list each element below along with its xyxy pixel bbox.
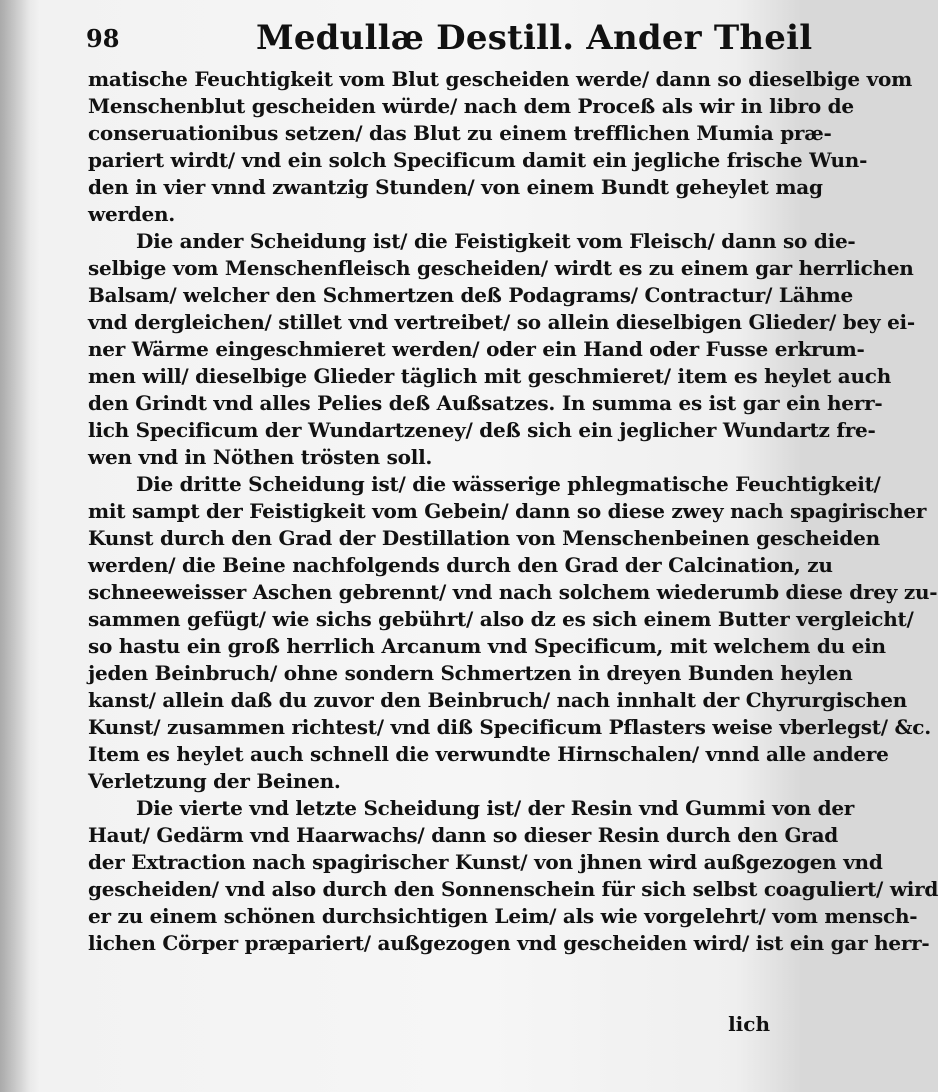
text-line: werden. [88,202,175,226]
text-line: Die dritte Scheidung ist/ die wässerige phlegmatische Feuchtigkeit/ [136,472,881,496]
text-line: der Extraction nach spagirischer Kunst/ von jhnen wird außgezogen vnd [88,850,883,874]
text-line: conseruationibus setzen/ das Blut zu einem trefflichen Mumia præ- [88,121,832,145]
text-line: den in vier vnnd zwantzig Stunden/ von einem Bundt geheylet mag [88,175,823,199]
text-line: Verletzung der Beinen. [88,769,341,793]
text-line: sammen gefügt/ wie sichs gebührt/ also dz es sich einem Butter vergleicht/ [88,607,914,631]
text-line: er zu einem schönen durchsichtigen Leim/ als wie vorgelehrt/ vom mensch- [88,904,918,928]
catchword: lich [728,1012,770,1036]
text-line: jeden Beinbruch/ ohne sondern Schmertzen in dreyen Bunden heylen [88,661,853,685]
text-line: Item es heylet auch schnell die verwundte Hirnschalen/ vnnd alle andere [88,742,889,766]
text-line: so hastu ein groß herrlich Arcanum vnd Specificum, mit welchem du ein [88,634,886,658]
text-line: mit sampt der Feistigkeit vom Gebein/ dann so diese zwey nach spagirischer [88,499,927,523]
page-number: 98 [86,24,120,53]
text-line: kanst/ allein daß du zuvor den Beinbruch/ nach innhalt der Chyrurgischen [88,688,907,712]
text-line: schneeweisser Aschen gebrennt/ vnd nach solchem wiederumb diese drey zu- [88,580,938,604]
text-line: Kunst durch den Grad der Destillation von Menschenbeinen gescheiden [88,526,880,550]
text-line: lichen Cörper præpariert/ außgezogen vnd gescheiden wird/ ist ein gar herr- [88,931,930,955]
text-line: Menschenblut gescheiden würde/ nach dem Proceß als wir in libro de [88,94,854,118]
text-line: gescheiden/ vnd also durch den Sonnenschein für sich selbst coaguliert/ wird [88,877,938,901]
text-line: pariert wirdt/ vnd ein solch Specificum damit ein jegliche frische Wun- [88,148,868,172]
running-title: Medullæ Destill. Ander Theil [256,18,813,58]
text-line: Kunst/ zusammen richtest/ vnd diß Specificum Pflasters weise vberlegst/ &c. [88,715,931,739]
text-line: Haut/ Gedärm vnd Haarwachs/ dann so dieser Resin durch den Grad [88,823,839,847]
text-line: vnd dergleichen/ stillet vnd vertreibet/ so allein dieselbigen Glieder/ bey ei- [88,310,915,334]
text-line: werden/ die Beine nachfolgends durch den Grad der Calcination, zu [88,553,833,577]
text-line: den Grindt vnd alles Pelies deß Außsatzes. In summa es ist gar ein herr- [88,391,883,415]
running-head [86,14,813,66]
text-line: matische Feuchtigkeit vom Blut gescheiden werde/ dann so dieselbige vom [88,67,912,91]
text-line: Die vierte vnd letzte Scheidung ist/ der Resin vnd Gummi von der [136,796,855,820]
text-line: ner Wärme eingeschmieret werden/ oder ein Hand oder Fusse erkrum- [88,337,865,361]
text-line: Die ander Scheidung ist/ die Feistigkeit vom Fleisch/ dann so die- [136,229,856,253]
text-line: lich Specificum der Wundartzeney/ deß sich ein jeglicher Wundartz fre- [88,418,876,442]
text-line: wen vnd in Nöthen trösten soll. [88,445,433,469]
text-line: selbige vom Menschenfleisch gescheiden/ wirdt es zu einem gar herrlichen [88,256,914,280]
text-line: men will/ dieselbige Glieder täglich mit geschmieret/ item es heylet auch [88,364,891,388]
text-line: Balsam/ welcher den Schmertzen deß Podagrams/ Contractur/ Lähme [88,283,854,307]
gutter-shadow [0,0,30,1092]
body-text [88,66,938,957]
